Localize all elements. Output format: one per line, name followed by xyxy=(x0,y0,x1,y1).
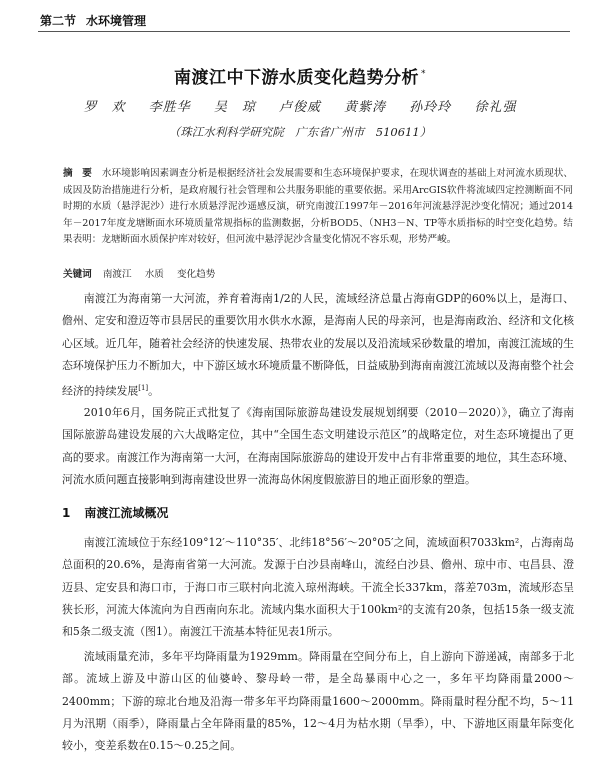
body-paragraph xyxy=(62,288,574,403)
title-footnote-mark: * xyxy=(421,69,426,80)
keywords xyxy=(63,267,573,283)
author: 李胜华 xyxy=(148,100,191,115)
citation-ref[interactable]: [1] xyxy=(138,384,149,393)
body-paragraph: 2010年6月，国务院正式批复了《海南国际旅游岛建设发展规划纲要（2010－2020）》，确立了海南国际旅游岛建设发展的六大战略定位，其中“全国生态文明建设示范区”的战略定位，对生态环境提出了更高的要求。南渡江作为海南第一大河，在海南国际旅游岛的建设开发中占有非常重要的地位，其生态环境、河流水质问题直接影响到海南建设世界一流海岛休闲度假旅游目的地正面形象的塑造。 xyxy=(62,406,574,486)
paragraph-text: 南渡江为海南第一大河流，养育着海南1/2的人民，流域经济总量占海南GDP的60%以上，是海口、儋州、定安和澄迈等市县居民的重要饮用水供水水源，是海南人民的母亲河，也是海南政治、经济和文化核心区域。近几年，随着社会经济的快速发展、热带农业的发展以及沿流域采砂数量的增加，南渡江流域的生态环境保护压力不断加大，中下游区域水环境质量不断降低，日益威胁到海南南渡江流域以及海南整个社会经济的持续发展 xyxy=(62,292,574,398)
section-heading xyxy=(62,504,168,521)
author: 卢俊威 xyxy=(278,100,321,115)
section-number: 第二节 xyxy=(40,14,77,28)
author: 徐礼强 xyxy=(474,100,517,115)
body-paragraph: 南渡江流域位于东经109°12′～110°35′、北纬18°56′～20°05′之间，流域面积7033km²，占海南岛总面积的20.6%，是海南省第一大河流。发源于白沙县南峰山，流经白沙县、儋州、琼中市、屯昌县、澄迈县、定安县和海口市，于海口市三联村向北流入琼州海峡。干流全长337km，落差703m，流域形态呈狭长形，河流大体流向为自西南向东北。流域内集水面积大于100km²的支流有20条，包括15条一级支流和5条二级支流（图1）。南渡江干流基本特征见表1所示。 xyxy=(62,536,574,639)
keyword: 南渡江 xyxy=(102,269,132,280)
abstract xyxy=(63,166,573,249)
abstract-text: 水环境影响因素调查分析是根据经济社会发展需要和生态环境保护要求，在现状调查的基础上对河流水质现状、成因及防治措施进行分析，是政府履行社会管理和公共服务职能的重要依据。采用ArcGIS软件将流域四定控测断面不同时期的水质（悬浮泥沙）进行水质悬浮泥沙遥感反演，研究南渡江1997年－2016年河流悬浮泥沙变化情况；通过2014年－2017年度龙塘断面水环境质量常规指标的监测数据，分析BOD5、（NH3－N、TP等水质指标的时空变化趋势。结果表明：龙塘断面水质保护库对较好，但河流中悬浮泥沙含量变化情况不容乐观，形势严峻。 xyxy=(63,168,574,246)
author: 黄紫涛 xyxy=(344,100,387,115)
article-title xyxy=(0,63,600,88)
abstract-label: 摘 要 xyxy=(63,168,92,179)
body-paragraph: 流域雨量充沛，多年平均降雨量为1929mm。降雨量在空间分布上，自上游向下游递减，南部多于北部。流域上游及中游山区的仙婆岭、黎母岭一带，是全岛暴雨中心之一，多年平均降雨量2000～2400mm；下游的琼北台地及沿海一带多年平均降雨量1600～2000mm。降雨量时程分配不均，5～11月为汛期（雨季），降雨量占全年降雨量的85%，12～4月为枯水期（旱季），中、下游地区雨量年际变化较小，变差系数在0.15～0.25之间。 xyxy=(62,650,574,753)
section-header xyxy=(40,12,146,29)
section-heading-number: 1 xyxy=(62,506,71,520)
header-rule xyxy=(38,31,570,32)
keyword: 变化趋势 xyxy=(176,269,216,280)
section-heading-title: 南渡江流域概况 xyxy=(84,506,169,520)
affiliation: （珠江水利科学研究院 广东省广州市 510611） xyxy=(168,125,432,139)
author: 孙玲玲 xyxy=(409,100,452,115)
keyword: 水质 xyxy=(144,269,164,280)
article-title-text: 南渡江中下游水质变化趋势分析 xyxy=(174,68,419,88)
author-list xyxy=(0,96,600,115)
keywords-label: 关键词 xyxy=(63,269,92,280)
section-name: 水环境管理 xyxy=(86,14,147,28)
author: 罗 欢 xyxy=(83,100,126,115)
paragraph-end: 。 xyxy=(148,384,160,398)
author: 吴 琼 xyxy=(213,100,256,115)
